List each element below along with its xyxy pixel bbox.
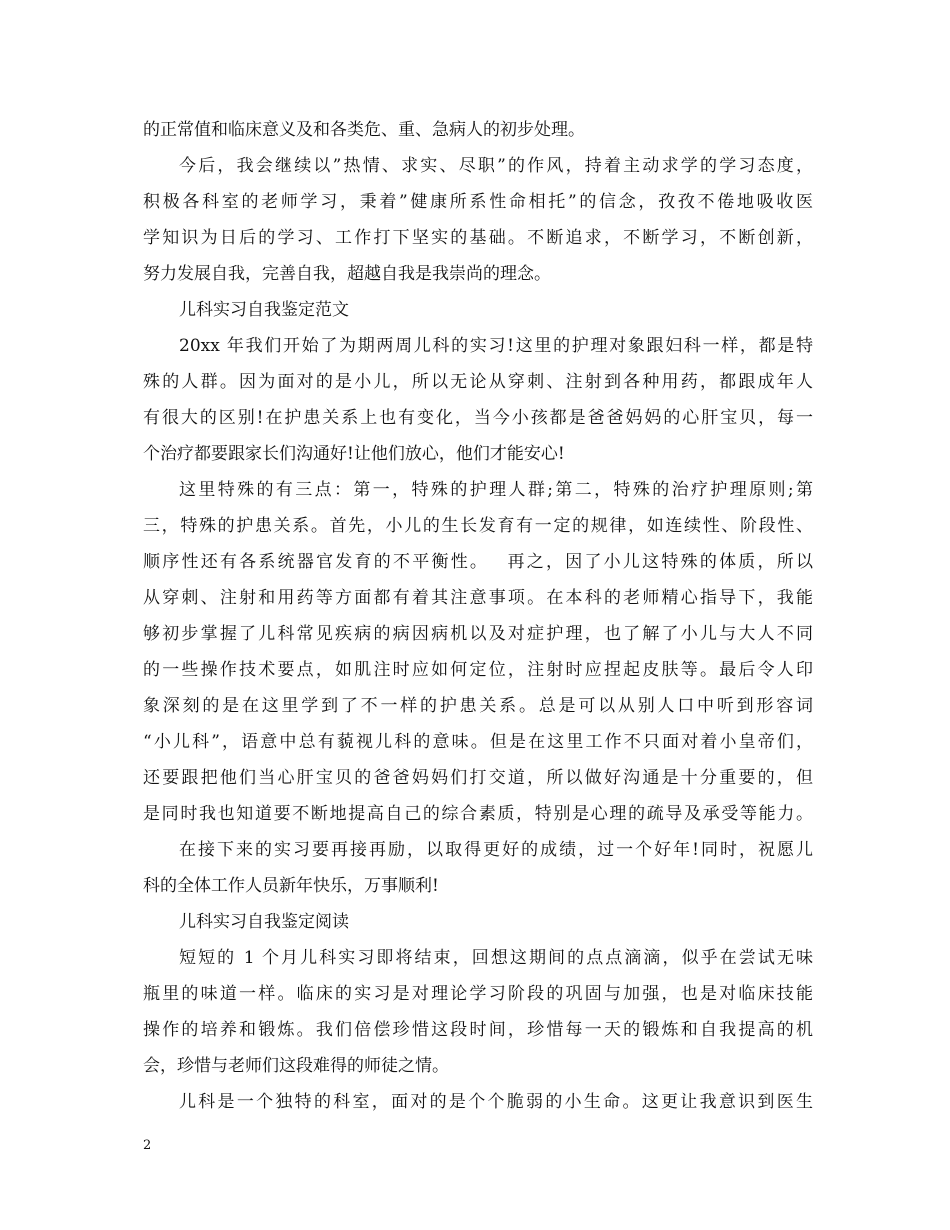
text-line: 短短的 1 个月儿科实习即将结束，回想这期间的点点滴滴，似乎在尝试无味	[179, 948, 813, 968]
text-line: 这里特殊的有三点：第一，特殊的护理人群;第二，特殊的治疗护理原则;第	[179, 480, 813, 500]
text-line: 会，珍惜与老师们这段难得的师徒之情。	[143, 1056, 449, 1076]
text-line: 瓶里的味道一样。临床的实习是对理论学习阶段的巩固与加强，也是对临床技能	[143, 984, 813, 1004]
text-line: 20xx 年我们开始了为期两周儿科的实习!这里的护理对象跟妇科一样，都是特	[179, 336, 813, 356]
text-line: 个治疗都要跟家长们沟通好!让他们放心，他们才能安心!	[143, 444, 565, 464]
text-line: 科的全体工作人员新年快乐，万事顺利!	[143, 876, 439, 896]
text-line: 象深刻的是在这里学到了不一样的护患关系。总是可以从别人口中听到形容词	[143, 696, 813, 716]
text-line: 顺序性还有各系统器官发育的不平衡性。 再之，因了小儿这特殊的体质，所以	[143, 552, 813, 572]
text-line: 学知识为日后的学习、工作打下坚实的基础。不断追求，不断学习，不断创新，	[143, 228, 813, 248]
section-heading: 儿科实习自我鉴定阅读	[179, 912, 349, 932]
text-line: 积极各科室的老师学习，秉着”健康所系性命相托”的信念，孜孜不倦地吸收医	[143, 192, 813, 212]
page-number: 2	[143, 1138, 152, 1153]
text-line: 努力发展自我，完善自我，超越自我是我崇尚的理念。	[143, 264, 551, 284]
text-line: 三，特殊的护患关系。首先，小儿的生长发育有一定的规律，如连续性、阶段性、	[143, 516, 813, 536]
text-line: 在接下来的实习要再接再励，以取得更好的成绩，过一个好年!同时，祝愿儿	[179, 840, 813, 860]
text-line: 还要跟把他们当心肝宝贝的爸爸妈妈们打交道，所以做好沟通是十分重要的，但	[143, 768, 813, 788]
document-body	[143, 112, 813, 1120]
text-line: 有很大的区别!在护患关系上也有变化，当今小孩都是爸爸妈妈的心肝宝贝，每一	[143, 408, 813, 428]
text-line: 够初步掌握了儿科常见疾病的病因病机以及对症护理，也了解了小儿与大人不同	[143, 624, 813, 644]
text-line: 的正常值和临床意义及和各类危、重、急病人的初步处理。	[143, 120, 585, 140]
text-line: 的一些操作技术要点，如肌注时应如何定位，注射时应捏起皮肤等。最后令人印	[143, 660, 813, 680]
text-line: 从穿刺、注射和用药等方面都有着其注意事项。在本科的老师精心指导下，我能	[143, 588, 813, 608]
text-line: 殊的人群。因为面对的是小儿，所以无论从穿刺、注射到各种用药，都跟成年人	[143, 372, 813, 392]
text-line: 今后，我会继续以”热情、求实、尽职”的作风，持着主动求学的学习态度，	[179, 156, 813, 176]
text-line: 操作的培养和锻炼。我们倍偿珍惜这段时间，珍惜每一天的锻炼和自我提高的机	[143, 1020, 813, 1040]
text-line: “小儿科”，语意中总有藐视儿科的意味。但是在这里工作不只面对着小皇帝们，	[143, 732, 813, 752]
section-heading: 儿科实习自我鉴定范文	[179, 300, 349, 320]
text-line: 是同时我也知道要不断地提高自己的综合素质，特别是心理的疏导及承受等能力。	[143, 804, 813, 824]
text-line: 儿科是一个独特的科室，面对的是个个脆弱的小生命。这更让我意识到医生	[179, 1092, 813, 1112]
